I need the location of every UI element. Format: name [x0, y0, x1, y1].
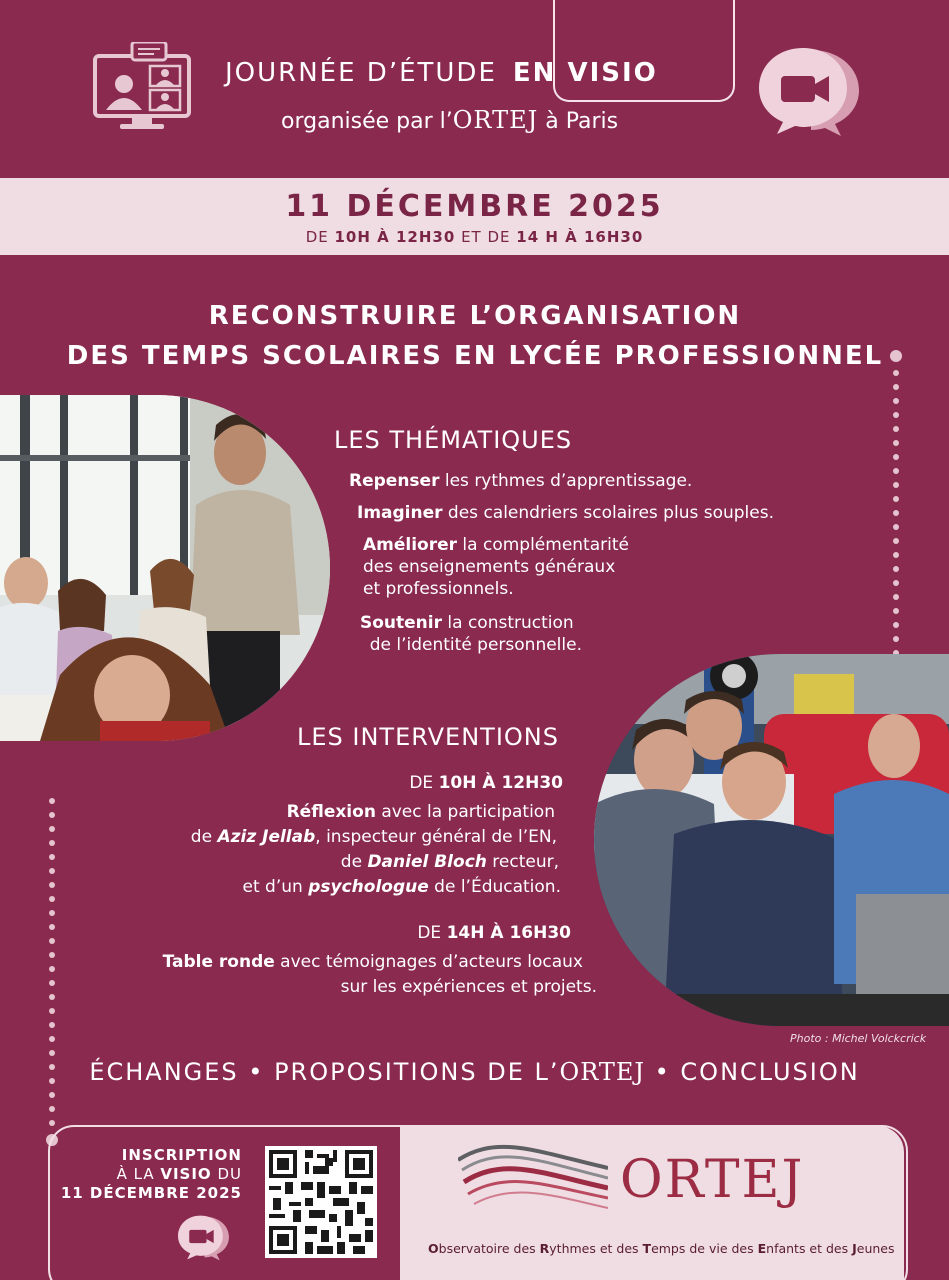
headline-line: DES TEMPS SCOLAIRES EN LYCÉE PROFESSIONNEL	[66, 341, 884, 371]
ortej-waves-logo-icon	[458, 1138, 608, 1213]
theme-verb: Imaginer	[357, 503, 443, 523]
event-title	[225, 58, 658, 88]
hours-part: 14 H À 16H30	[516, 228, 644, 246]
session1-time	[409, 771, 563, 796]
tagline-initial: O	[428, 1241, 439, 1256]
speaker-name: Aziz Jellab	[217, 827, 316, 847]
tagline-initial: E	[757, 1241, 767, 1256]
workshop-photo	[594, 654, 949, 1026]
speaker-name: Daniel Bloch	[367, 852, 487, 872]
photo-credit: Photo : Michel Volckcrick	[790, 1032, 927, 1045]
subtitle-org: ORTEJ	[452, 106, 539, 134]
event-hours	[0, 228, 949, 246]
reg-line: DU	[211, 1165, 242, 1183]
session1-line	[287, 800, 555, 825]
reg-line: À LA	[116, 1165, 161, 1183]
theme-text: de l’identité personnelle.	[369, 635, 582, 655]
speaker-name: psychologue	[308, 877, 429, 897]
main-headline	[40, 296, 910, 376]
theme-verb: Soutenir	[360, 613, 442, 633]
tagline-initial: J	[852, 1241, 857, 1256]
closing-line	[0, 1058, 949, 1086]
session1-line	[243, 875, 561, 900]
closing-org: ORTEJ	[559, 1058, 645, 1086]
session2-time	[417, 921, 571, 946]
video-conference-monitor-icon	[92, 42, 192, 134]
video-chat-bubble-icon	[176, 1212, 232, 1262]
registration-text	[60, 1146, 242, 1203]
session1-text: de	[190, 827, 218, 847]
closing-part: • CONCLUSION	[645, 1058, 860, 1086]
tagline-text: eunes	[856, 1241, 895, 1256]
event-title-prefix: JOURNÉE D’ÉTUDE	[225, 58, 497, 88]
session1-line	[341, 850, 559, 875]
session2-text: avec témoignages d’acteurs locaux	[274, 952, 583, 972]
ortej-logo-word: ORTEJ	[620, 1150, 805, 1210]
theme-text: des calendriers scolaires plus souples.	[442, 503, 774, 523]
theme-verb: Améliorer	[363, 535, 458, 555]
interventions-title: LES INTERVENTIONS	[297, 723, 559, 751]
time-prefix: DE	[417, 923, 447, 943]
session1-text: de	[340, 852, 368, 872]
time-value: 14H À 16H30	[446, 923, 571, 943]
time-prefix: DE	[409, 773, 439, 793]
theme-item	[355, 612, 582, 656]
tagline-text: emps de vie des	[651, 1241, 758, 1256]
tagline-initial: R	[539, 1241, 550, 1256]
subtitle-suffix: à Paris	[538, 109, 619, 134]
theme-verb: Repenser	[349, 471, 440, 491]
hours-part: ET DE	[455, 228, 517, 246]
hours-part: DE	[305, 228, 335, 246]
date-band	[0, 178, 949, 255]
theme-text: et professionnels.	[363, 579, 514, 599]
theme-item	[357, 502, 774, 524]
hours-part: 10H À 12H30	[334, 228, 456, 246]
event-subtitle	[281, 106, 618, 134]
theme-text: des enseignements généraux	[363, 557, 616, 577]
session2-bold: Table ronde	[162, 952, 275, 972]
decorative-dots-left	[46, 798, 58, 1154]
tagline-text: bservatoire des	[438, 1241, 540, 1256]
theme-text: la construction	[442, 613, 574, 633]
ortej-tagline	[428, 1241, 895, 1256]
session1-bold: Réflexion	[286, 802, 376, 822]
theme-text: les rythmes d’apprentissage.	[439, 471, 693, 491]
decorative-dots-right	[890, 350, 902, 678]
headline-line: RECONSTRUIRE L’ORGANISATION	[208, 301, 742, 331]
reg-line: 11 DÉCEMBRE 2025	[60, 1184, 242, 1202]
session1-text: de l’Éducation.	[428, 877, 561, 897]
video-chat-bubble-icon	[755, 42, 865, 138]
tagline-text: ythmes et des	[549, 1241, 643, 1256]
tagline-text: nfants et des	[766, 1241, 853, 1256]
theme-item	[349, 470, 692, 492]
session1-text: et d’un	[242, 877, 309, 897]
session2-line: sur les expériences et projets.	[340, 977, 597, 997]
session1-text: avec la participation	[375, 802, 555, 822]
session2-line	[163, 950, 583, 975]
event-date: 11 DÉCEMBRE 2025	[285, 189, 664, 224]
session1-text: , inspecteur général de l’EN,	[315, 827, 557, 847]
reg-line: VISIO	[160, 1165, 212, 1183]
subtitle-prefix: organisée par l’	[281, 109, 453, 134]
qr-code-icon[interactable]	[265, 1146, 377, 1258]
tagline-initial: T	[642, 1241, 652, 1256]
theme-text: la complémentarité	[457, 535, 629, 555]
reg-line: INSCRIPTION	[121, 1146, 242, 1164]
closing-part: ÉCHANGES • PROPOSITIONS DE L’	[89, 1058, 560, 1086]
themes-title: LES THÉMATIQUES	[334, 426, 573, 454]
classroom-photo	[0, 395, 330, 741]
time-value: 10H À 12H30	[438, 773, 563, 793]
session1-text: recteur,	[486, 852, 559, 872]
session1-line	[191, 825, 557, 850]
event-title-highlight: EN VISIO	[512, 58, 658, 88]
theme-item	[363, 534, 629, 600]
